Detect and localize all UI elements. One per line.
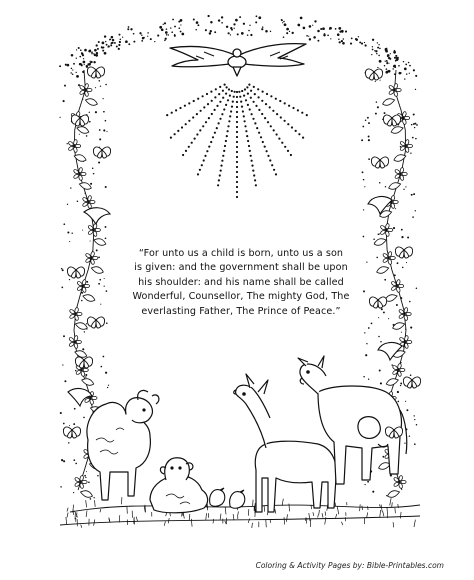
- butterfly-icon: [403, 377, 420, 388]
- butterfly-icon: [87, 317, 104, 328]
- verse-line: “For unto us a child is born, unto us a son: [138, 248, 344, 259]
- verse-line: is given: and the government shall be upon: [134, 262, 348, 274]
- verse-line: everlasting Father, The Prince of Peace.”: [141, 305, 341, 317]
- butterfly-icon: [365, 69, 382, 80]
- dove-icon: [170, 44, 306, 76]
- butterfly-icon: [371, 157, 388, 168]
- butterfly-icon: [383, 115, 400, 126]
- scripture-verse: [110, 247, 372, 319]
- butterfly-icon: [395, 247, 412, 258]
- butterfly-icon: [93, 147, 110, 158]
- bird-icon: [210, 488, 225, 506]
- butterfly-icon: [87, 67, 104, 78]
- lamb-icon: [150, 458, 208, 513]
- bird-icon: [230, 490, 245, 508]
- verse-line: his shoulder: and his name shall be called: [138, 276, 344, 288]
- light-rays: [166, 84, 308, 199]
- verse-line: Wonderful, Counsellor, The mighty God, The: [132, 291, 350, 303]
- butterfly-icon: [369, 297, 386, 308]
- butterfly-icon: [63, 427, 80, 438]
- credit-line: Coloring & Activity Pages by: Bible-Printables.com: [255, 561, 444, 570]
- butterfly-icon: [67, 267, 84, 278]
